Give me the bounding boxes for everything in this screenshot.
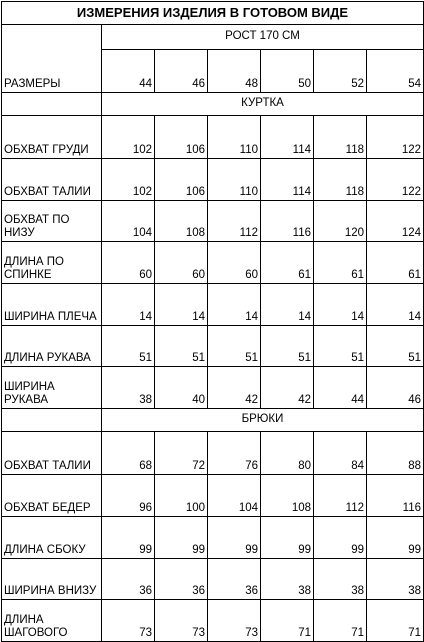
value-cell: 42	[261, 367, 314, 409]
value-cell: 68	[102, 432, 155, 475]
value-cell: 88	[367, 432, 424, 475]
value-cell: 14	[208, 284, 261, 326]
table-title: ИЗМЕРЕНИЯ ИЗДЕЛИЯ В ГОТОВОМ ВИДЕ	[2, 2, 424, 25]
value-cell: 110	[208, 116, 261, 159]
value-cell: 36	[102, 559, 155, 600]
value-cell: 116	[261, 201, 314, 242]
value-cell: 108	[155, 201, 208, 242]
size-cell: 44	[102, 50, 155, 93]
value-cell: 46	[367, 367, 424, 409]
value-cell: 99	[208, 517, 261, 559]
table-row	[2, 116, 424, 159]
value-cell: 102	[102, 159, 155, 201]
value-cell: 112	[314, 475, 367, 517]
value-cell: 100	[155, 475, 208, 517]
value-cell: 14	[314, 284, 367, 326]
value-cell: 71	[261, 600, 314, 642]
row-label: ДЛИНА РУКАВА	[2, 326, 102, 367]
height-label: РОСТ 170 СМ	[102, 25, 424, 50]
trousers-section-title: БРЮКИ	[102, 409, 424, 432]
table-row	[2, 432, 424, 475]
table-row	[2, 517, 424, 559]
value-cell: 14	[261, 284, 314, 326]
row-label: ДЛИНА ПО СПИНКЕ	[2, 242, 102, 284]
value-cell: 116	[367, 475, 424, 517]
jacket-section-row	[2, 93, 424, 116]
value-cell: 112	[208, 201, 261, 242]
value-cell: 73	[208, 600, 261, 642]
value-cell: 71	[314, 600, 367, 642]
value-cell: 51	[102, 326, 155, 367]
table-row	[2, 326, 424, 367]
value-cell: 122	[367, 159, 424, 201]
table-row	[2, 600, 424, 642]
jacket-rows	[2, 116, 424, 409]
value-cell: 51	[314, 326, 367, 367]
value-cell: 38	[367, 559, 424, 600]
row-label: ОБХВАТ БЕДЕР	[2, 475, 102, 517]
value-cell: 73	[102, 600, 155, 642]
table-row	[2, 559, 424, 600]
value-cell: 51	[155, 326, 208, 367]
value-cell: 40	[155, 367, 208, 409]
table-row	[2, 367, 424, 409]
row-label: ШИРИНА ПЛЕЧА	[2, 284, 102, 326]
value-cell: 118	[314, 159, 367, 201]
value-cell: 38	[261, 559, 314, 600]
value-cell: 99	[314, 517, 367, 559]
row-label: ОБХВАТ ТАЛИИ	[2, 432, 102, 475]
row-label: ШИРИНА ВНИЗУ	[2, 559, 102, 600]
value-cell: 76	[208, 432, 261, 475]
size-cell: 50	[261, 50, 314, 93]
value-cell: 104	[102, 201, 155, 242]
table-row	[2, 284, 424, 326]
value-cell: 114	[261, 159, 314, 201]
value-cell: 60	[155, 242, 208, 284]
value-cell: 61	[367, 242, 424, 284]
value-cell: 99	[367, 517, 424, 559]
value-cell: 118	[314, 116, 367, 159]
size-cell: 52	[314, 50, 367, 93]
value-cell: 61	[261, 242, 314, 284]
trousers-section-row	[2, 409, 424, 432]
sizes-label: РАЗМЕРЫ	[4, 78, 61, 90]
value-cell: 108	[261, 475, 314, 517]
value-cell: 99	[155, 517, 208, 559]
title-row	[2, 2, 424, 25]
value-cell: 106	[155, 159, 208, 201]
table-row	[2, 475, 424, 517]
measurements-table	[1, 1, 424, 642]
row-label: ДЛИНА СБОКУ	[2, 517, 102, 559]
sizes-label-cell	[2, 25, 102, 93]
size-cell: 48	[208, 50, 261, 93]
value-cell: 71	[367, 600, 424, 642]
value-cell: 36	[155, 559, 208, 600]
value-cell: 80	[261, 432, 314, 475]
value-cell: 38	[102, 367, 155, 409]
value-cell: 122	[367, 116, 424, 159]
value-cell: 99	[102, 517, 155, 559]
value-cell: 51	[208, 326, 261, 367]
value-cell: 124	[367, 201, 424, 242]
height-row	[2, 25, 424, 50]
value-cell: 73	[155, 600, 208, 642]
value-cell: 60	[102, 242, 155, 284]
row-label: ОБХВАТ ГРУДИ	[2, 116, 102, 159]
value-cell: 42	[208, 367, 261, 409]
table-row	[2, 201, 424, 242]
value-cell: 51	[261, 326, 314, 367]
row-label: ОБХВАТ ТАЛИИ	[2, 159, 102, 201]
row-label: ОБХВАТ ПО НИЗУ	[2, 201, 102, 242]
table-row	[2, 242, 424, 284]
jacket-section-title: КУРТКА	[102, 93, 424, 116]
row-label: ДЛИНА ШАГОВОГО	[2, 600, 102, 642]
value-cell: 14	[367, 284, 424, 326]
value-cell: 72	[155, 432, 208, 475]
value-cell: 120	[314, 201, 367, 242]
value-cell: 102	[102, 116, 155, 159]
value-cell: 51	[367, 326, 424, 367]
value-cell: 44	[314, 367, 367, 409]
value-cell: 114	[261, 116, 314, 159]
value-cell: 99	[261, 517, 314, 559]
value-cell: 14	[155, 284, 208, 326]
value-cell: 60	[208, 242, 261, 284]
value-cell: 36	[208, 559, 261, 600]
value-cell: 110	[208, 159, 261, 201]
row-label: ШИРИНА РУКАВА	[2, 367, 102, 409]
value-cell: 61	[314, 242, 367, 284]
value-cell: 106	[155, 116, 208, 159]
size-cell: 46	[155, 50, 208, 93]
value-cell: 84	[314, 432, 367, 475]
size-cell: 54	[367, 50, 424, 93]
table-row	[2, 159, 424, 201]
value-cell: 104	[208, 475, 261, 517]
value-cell: 38	[314, 559, 367, 600]
value-cell: 14	[102, 284, 155, 326]
value-cell: 96	[102, 475, 155, 517]
trousers-rows	[2, 432, 424, 642]
